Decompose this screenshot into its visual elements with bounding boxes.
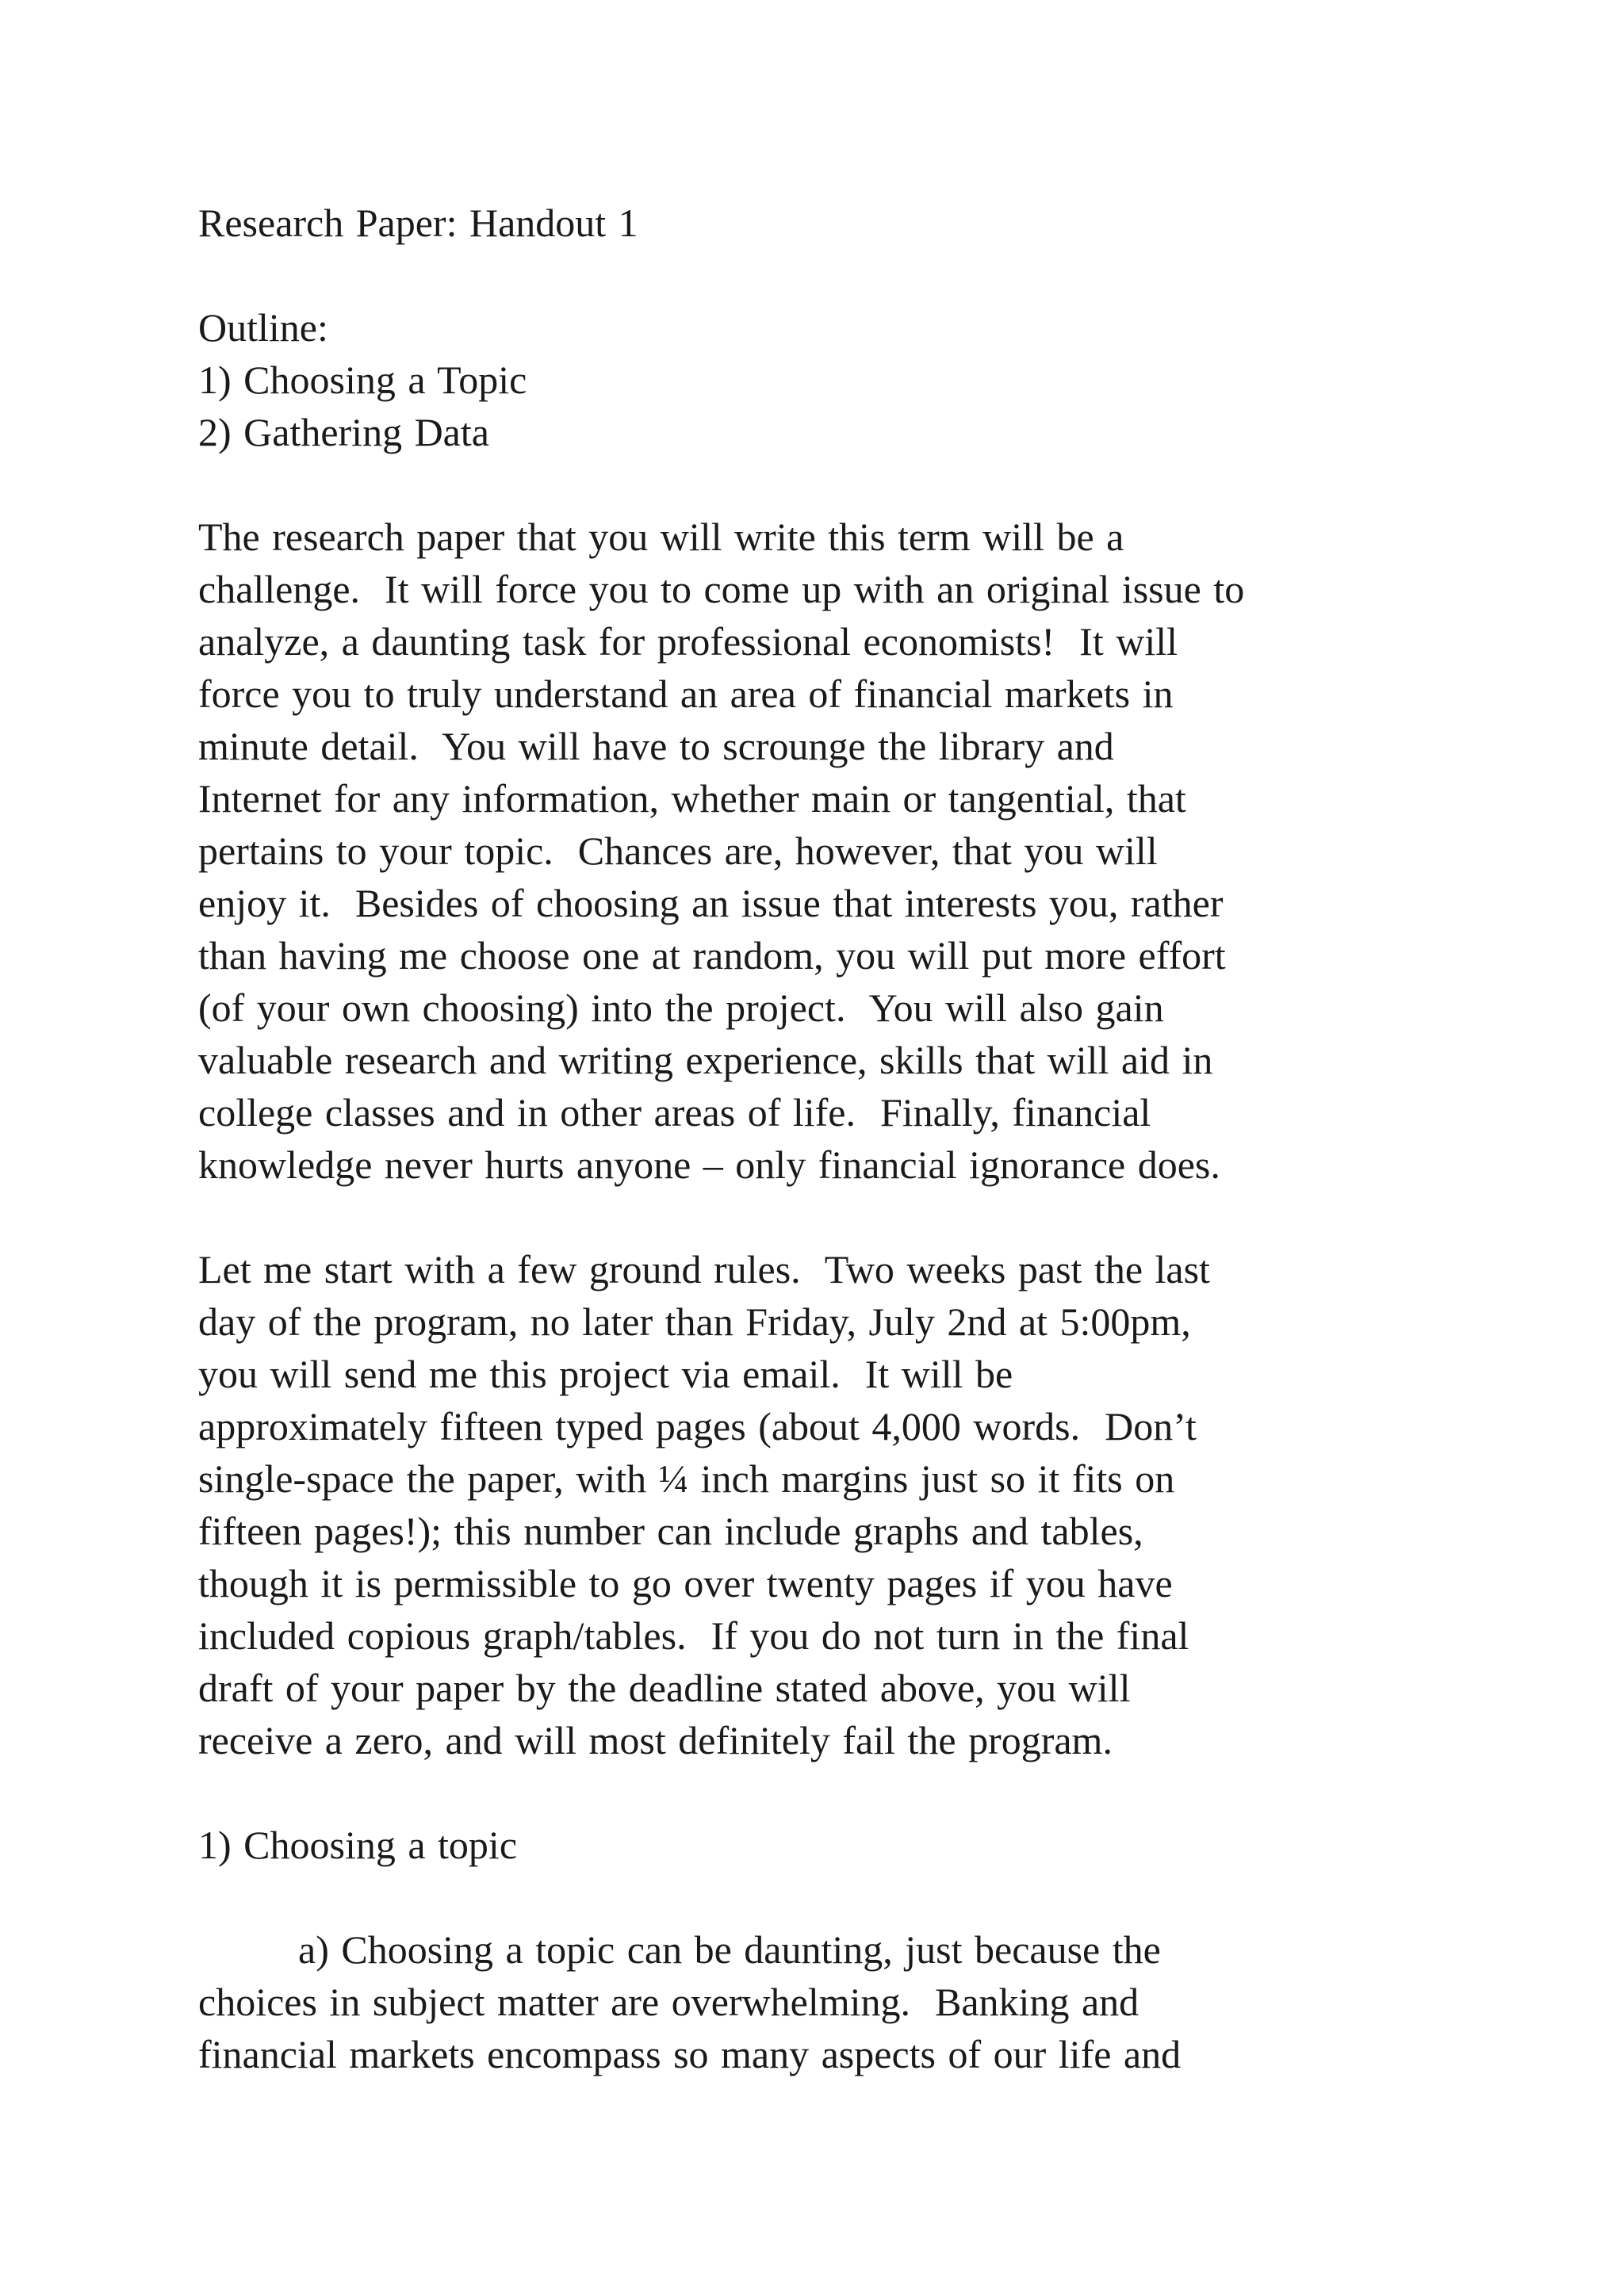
paragraph-line: The research paper that you will write this term will be a: [198, 515, 1124, 559]
outline-heading: Outline:: [198, 305, 328, 350]
intro-paragraph: [198, 511, 1515, 1191]
spacer: [198, 1191, 1515, 1243]
paragraph-line: college classes and in other areas of life. Finally, financial: [198, 1090, 1151, 1135]
paragraph-line: choices in subject matter are overwhelming. Banking and: [198, 1980, 1139, 2024]
document-body: [198, 197, 1515, 2080]
section-heading: 1) Choosing a topic: [198, 1823, 518, 1867]
paragraph-line: fifteen pages!); this number can include graphs and tables,: [198, 1509, 1143, 1553]
paragraph-line: pertains to your topic. Chances are, however, that you will: [198, 828, 1158, 873]
paragraph-line: knowledge never hurts anyone – only financial ignorance does.: [198, 1142, 1220, 1187]
paragraph-line: Let me start with a few ground rules. Two weeks past the last: [198, 1247, 1210, 1292]
spacer: [198, 249, 1515, 301]
outline-item: 2) Gathering Data: [198, 410, 489, 454]
ground-rules-paragraph: [198, 1243, 1515, 1766]
paragraph-line: draft of your paper by the deadline stated above, you will: [198, 1666, 1131, 1710]
outline-item: 1) Choosing a Topic: [198, 358, 527, 402]
paragraph-line: you will send me this project via email. It will be: [198, 1352, 1013, 1396]
paragraph-line: (of your own choosing) into the project. You will also gain: [198, 985, 1164, 1030]
document-title: Research Paper: Handout 1: [198, 201, 638, 245]
paragraph-line: receive a zero, and will most definitely fail the program.: [198, 1718, 1113, 1762]
paragraph-line: day of the program, no later than Friday, July 2nd at 5:00pm,: [198, 1299, 1191, 1344]
paragraph-line: approximately fifteen typed pages (about 4,000 words. Don’t: [198, 1404, 1197, 1448]
paragraph-line: than having me choose one at random, you will put more effort: [198, 933, 1226, 978]
paragraph-line: though it is permissible to go over twenty pages if you have: [198, 1561, 1173, 1605]
paragraph-line: valuable research and writing experience, skills that will aid in: [198, 1038, 1213, 1082]
paragraph-line: enjoy it. Besides of choosing an issue that interests you, rather: [198, 881, 1224, 925]
paragraph-line: analyze, a daunting task for professional economists! It will: [198, 619, 1178, 664]
paragraph-line: minute detail. You will have to scrounge the library and: [198, 724, 1114, 768]
spacer: [198, 458, 1515, 511]
paragraph-line: Internet for any information, whether main or tangential, that: [198, 776, 1186, 821]
paragraph-line: challenge. It will force you to come up with an original issue to: [198, 567, 1245, 611]
paragraph-line: a) Choosing a topic can be daunting, just because the: [298, 1927, 1161, 1972]
spacer: [198, 1766, 1515, 1819]
paragraph-line: force you to truly understand an area of financial markets in: [198, 672, 1174, 716]
spacer: [198, 1871, 1515, 1923]
paragraph-line: financial markets encompass so many aspects of our life and: [198, 2032, 1182, 2076]
paragraph-line: single-space the paper, with ¼ inch margins just so it fits on: [198, 1456, 1175, 1501]
choosing-topic-paragraph: [198, 1923, 1515, 2080]
paragraph-line: included copious graph/tables. If you do not turn in the final: [198, 1613, 1189, 1658]
